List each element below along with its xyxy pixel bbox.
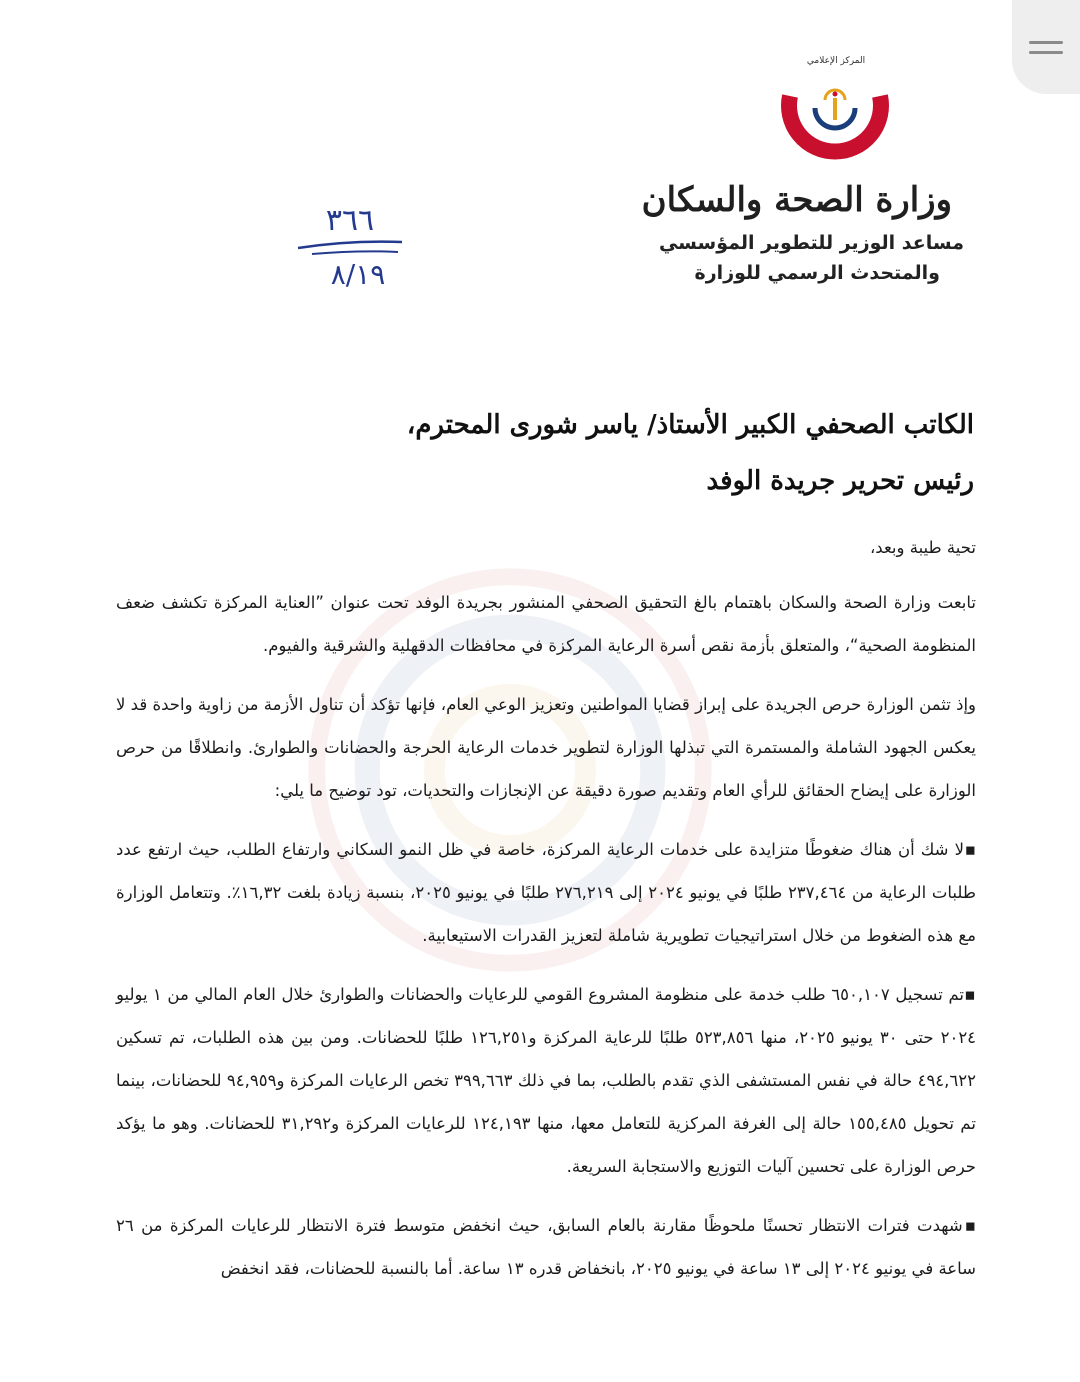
body-paragraph: ▪شهدت فترات الانتظار تحسنًا ملحوظًا مقارنة بالعام السابق، حيث انخفض متوسط فترة الانتظار للرعايات المركزة من ٢٦ ساعة في يونيو ٢٠٢٤ إلى ١٣ ساعة في يونيو ٢٠٢٥، بانخفاض قدره ١٣ ساعة. أما بالنسبة للحضانات، فقد انخفض <box>116 1216 976 1278</box>
recipient-title: رئيس تحرير جريدة الوفد <box>706 466 974 496</box>
letter-body <box>116 526 976 1306</box>
body-paragraph: تابعت وزارة الصحة والسكان باهتمام بالغ التحقيق الصحفي المنشور بجريدة الوفد تحت عنوان ”العناية المركزة تكشف ضعف المنظومة الصحية“، والمتعلق بأزمة نقص أسرة الرعاية المركزة في محافظات الدقهلية والشرقية والفيوم. <box>116 593 976 655</box>
body-paragraph: ▪لا شك أن هناك ضغوطًا متزايدة على خدمات الرعاية المركزة، خاصة في ظل النمو السكاني وارتفاع الطلب، حيث ارتفع عدد طلبات الرعاية من ٢٣٧,٤٦٤ طلبًا في يونيو ٢٠٢٤ إلى ٢٧٦,٢١٩ طلبًا في يونيو ٢٠٢٥، بنسبة زيادة بلغت ١٦,٣٢٪. وتتعامل الوزارة مع هذه الضغوط من خلال استراتيجيات تطويرية شاملة لتعزيز القدرات الاستيعابية. <box>116 840 977 945</box>
menu-icon-bar <box>1029 51 1063 54</box>
handwritten-number: ٣٦٦ <box>325 203 375 238</box>
handwritten-annotation <box>280 196 420 296</box>
menu-button[interactable] <box>1012 0 1080 94</box>
spokesperson-title: والمتحدث الرسمي للوزارة <box>694 262 940 284</box>
body-paragraph: وإذ تثمن الوزارة حرص الجريدة على إبراز قضايا المواطنين وتعزيز الوعي العام، فإنها تؤكد أن تناول الأزمة من زاوية واحدة قد لا يعكس الجهود الشاملة والمستمرة التي تبذلها الوزارة لتطوير خدمات الرعاية الحرجة والحضانات والطوارئ. وانطلاقًا من حرص الوزارة على إيضاح الحقائق للرأي العام وتقديم صورة دقيقة عن الإنجازات والتحديات، تود توضيح ما يلي: <box>116 695 976 800</box>
menu-icon-bar <box>1029 41 1063 44</box>
body-paragraph: ▪تم تسجيل ٦٥٠,١٠٧ طلب خدمة على منظومة المشروع القومي للرعايات والحضانات والطوارئ خلال العام المالي من ١ يوليو ٢٠٢٤ حتى ٣٠ يونيو ٢٠٢٥، منها ٥٢٣,٨٥٦ طلبًا للرعاية المركزة و١٢٦,٢٥١ طلبًا للحضانات. ومن بين هذه الطلبات، تم تسكين ٤٩٤,٦٢٢ حالة في نفس المستشفى الذي تقدم بالطلب، بما في ذلك ٣٩٩,٦٦٣ تخص الرعايات المركزة و٩٤,٩٥٩ للحضانات، بينما تم تحويل ١٥٥,٤٨٥ حالة إلى الغرفة المركزية للتعامل معها، منها ١٢٤,١٩٣ للرعايات المركزة و٣١,٢٩٢ للحضانات. وهو ما يؤكد حرص الوزارة على تحسين آليات التوزيع والاستجابة السريعة. <box>116 985 977 1176</box>
handwritten-date: ٨/١٩ <box>330 258 386 291</box>
recipient-name: الكاتب الصحفي الكبير الأستاذ/ ياسر شورى المحترم، <box>406 410 974 440</box>
assistant-minister-title: مساعد الوزير للتطوير المؤسسي <box>658 232 964 254</box>
ministry-logo <box>770 56 900 168</box>
ministry-name: وزارة الصحة والسكان <box>641 180 952 220</box>
greeting: تحية طيبة وبعد، <box>869 538 976 557</box>
logo-caption: المركز الإعلامي <box>806 56 866 66</box>
